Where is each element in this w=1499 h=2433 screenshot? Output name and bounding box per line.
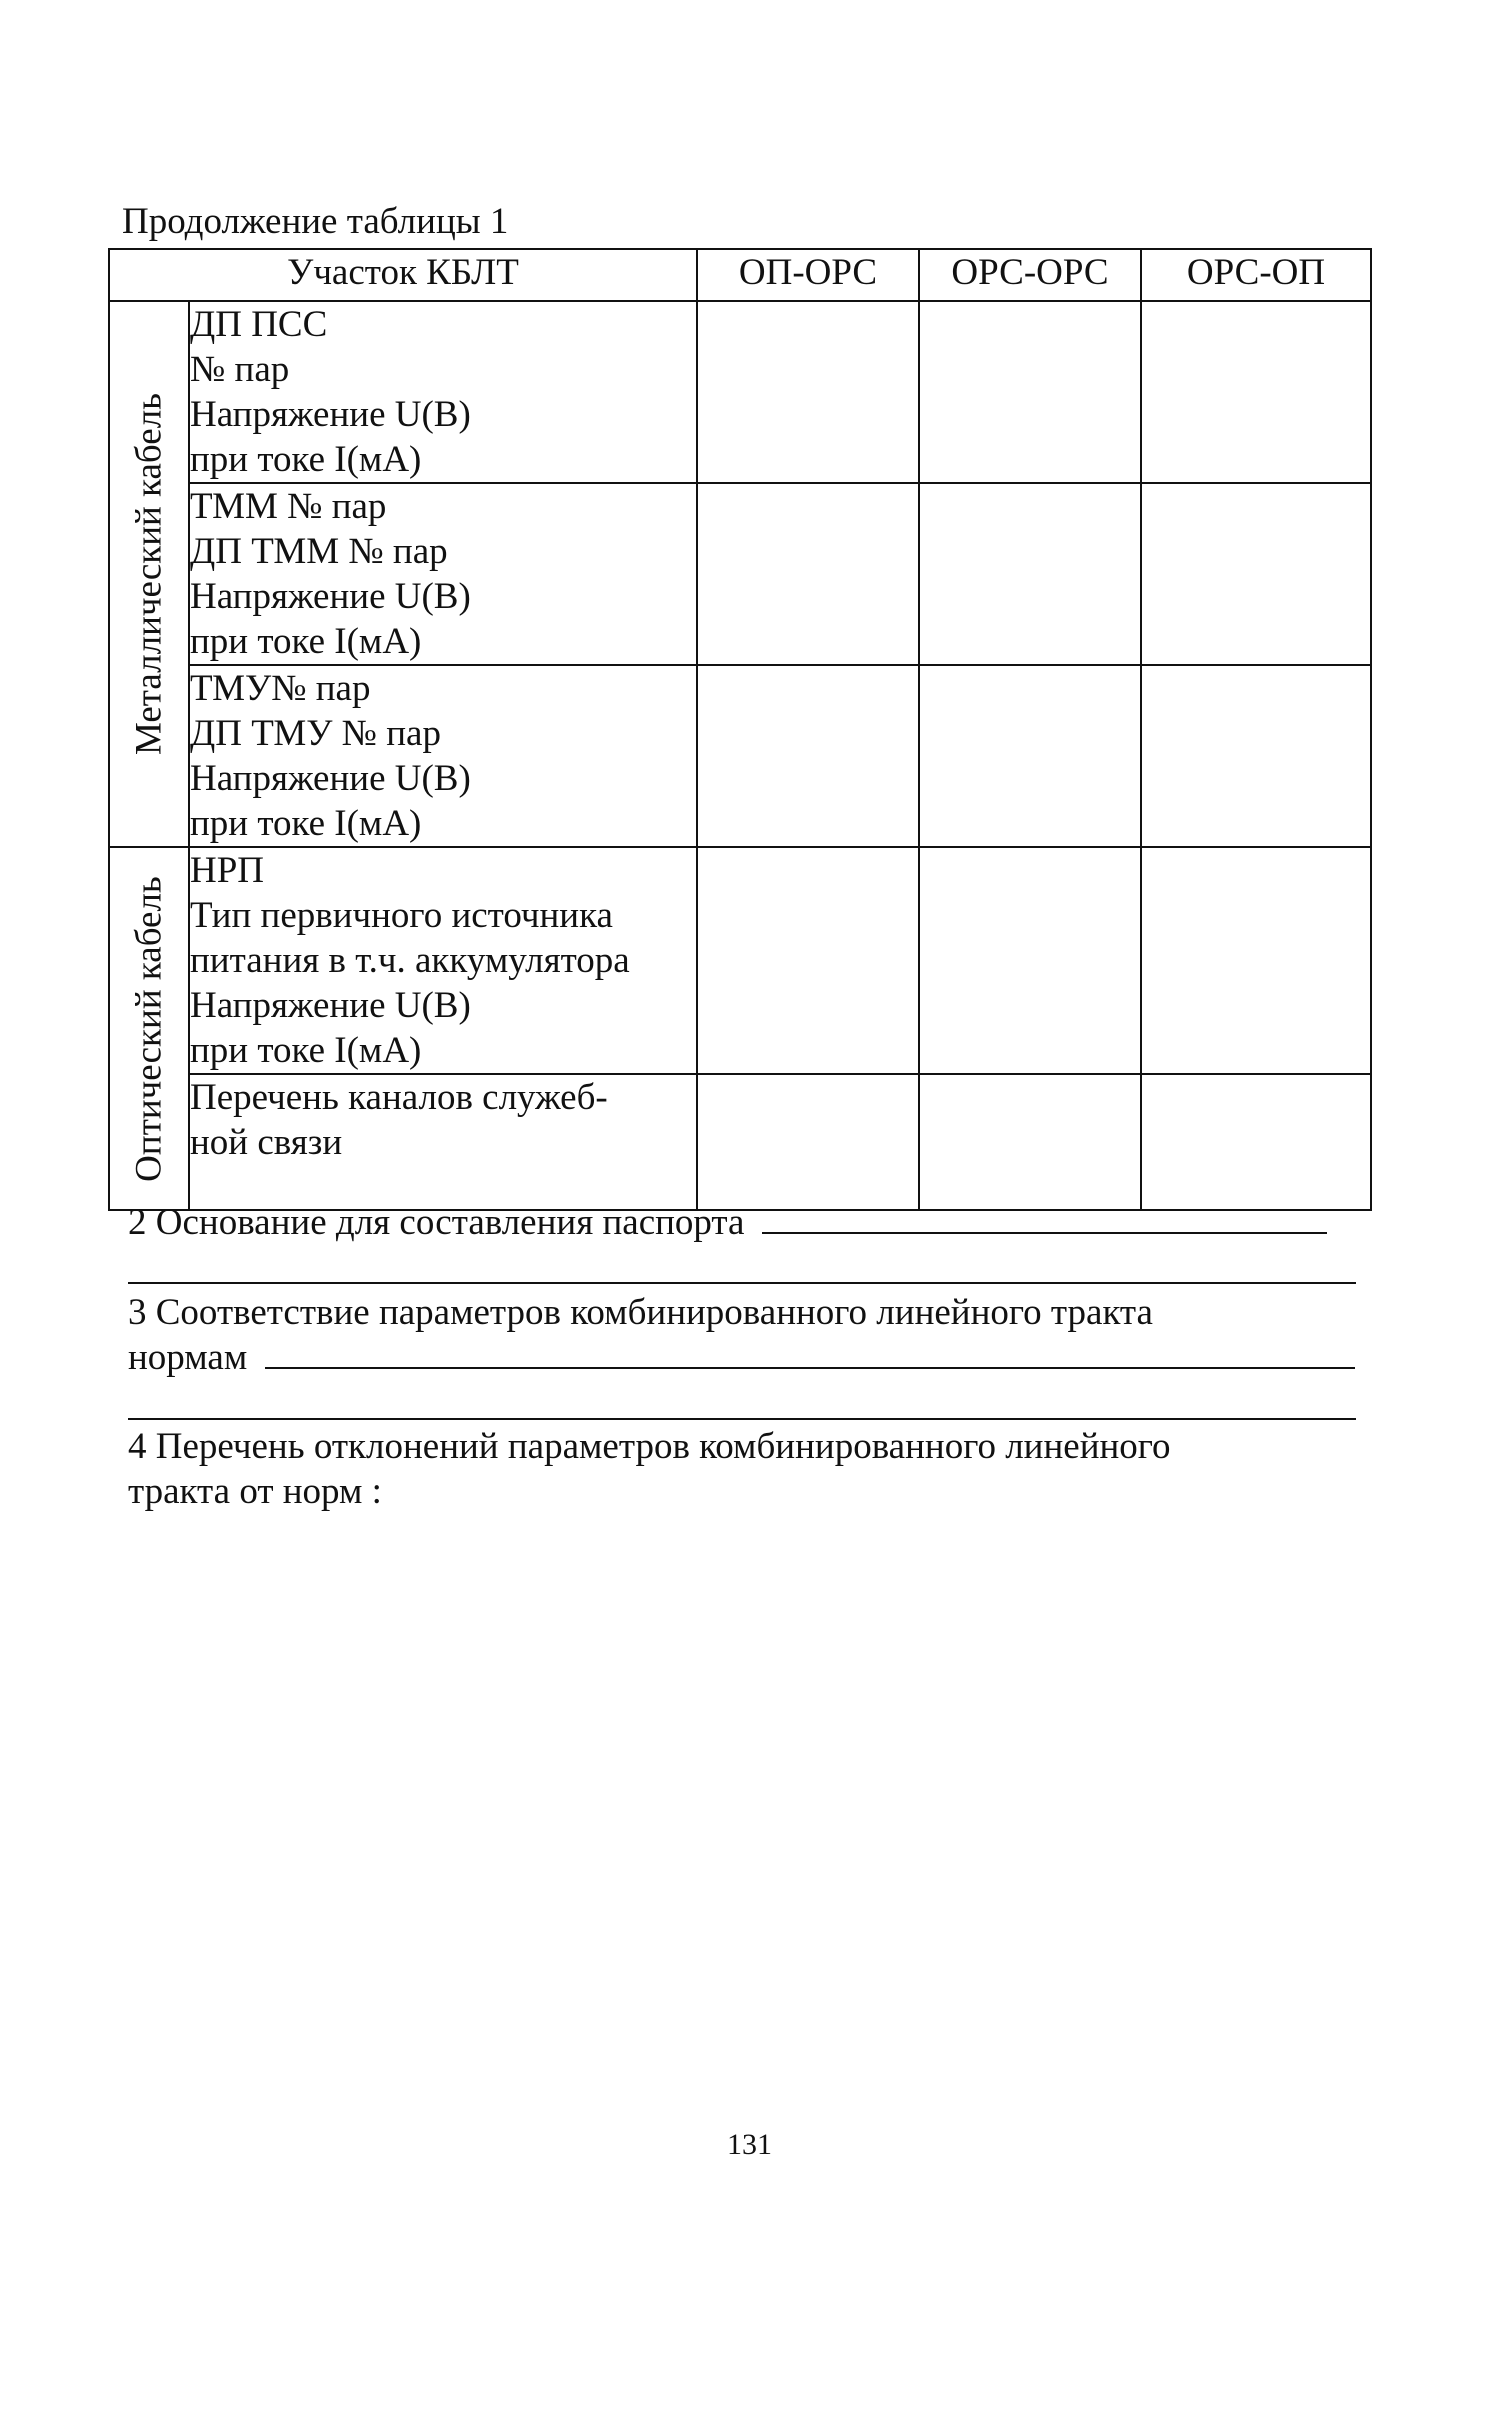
fill-line[interactable] bbox=[128, 1282, 1356, 1284]
table-row bbox=[109, 1074, 1371, 1210]
row-line: ТММ № пар bbox=[190, 486, 387, 527]
cell-empty bbox=[1141, 847, 1371, 1074]
group-label-optic bbox=[109, 847, 189, 1210]
row-label bbox=[189, 847, 697, 1074]
cell-empty bbox=[1141, 483, 1371, 665]
fill-blank[interactable] bbox=[762, 1202, 1327, 1234]
cell-empty bbox=[697, 301, 919, 483]
row-line: ДП ТМУ № пар bbox=[190, 713, 441, 754]
cell-empty bbox=[1141, 665, 1371, 847]
cell-empty bbox=[919, 665, 1141, 847]
group-label-metal bbox=[109, 301, 189, 847]
cell-empty bbox=[697, 1074, 919, 1210]
section-3 bbox=[128, 1290, 1358, 1380]
page-number: 131 bbox=[727, 2128, 772, 2161]
row-line: при токе I(мА) bbox=[190, 1030, 422, 1071]
row-line: Перечень каналов служеб- bbox=[190, 1077, 608, 1118]
header-col-op-ors: ОП-ОРС bbox=[697, 249, 919, 301]
cell-empty bbox=[919, 847, 1141, 1074]
cell-empty bbox=[697, 847, 919, 1074]
row-line: ТМУ№ пар bbox=[190, 668, 371, 709]
section-4 bbox=[128, 1424, 1358, 1514]
row-line: ной связи bbox=[190, 1122, 343, 1163]
row-line: Тип первичного источника bbox=[190, 895, 613, 936]
header-col-ors-ors: ОРС-ОРС bbox=[919, 249, 1141, 301]
row-label bbox=[189, 483, 697, 665]
row-line: № пар bbox=[190, 349, 290, 390]
row-line: Напряжение U(B) bbox=[190, 985, 471, 1026]
section-2 bbox=[128, 1200, 1358, 1245]
header-col-ors-op: ОРС-ОП bbox=[1141, 249, 1371, 301]
row-line: при токе I(мА) bbox=[190, 439, 422, 480]
header-section: Участок КБЛТ bbox=[109, 249, 697, 301]
section-4-line1: 4 Перечень отклонений параметров комбинированного линейного bbox=[128, 1426, 1171, 1467]
cell-empty bbox=[697, 483, 919, 665]
row-line: Напряжение U(B) bbox=[190, 394, 471, 435]
row-line: питания в т.ч. аккумулятора bbox=[190, 940, 630, 981]
section-2-text: 2 Основание для составления паспорта bbox=[128, 1202, 745, 1243]
table-row bbox=[109, 301, 1371, 483]
row-label bbox=[189, 1074, 697, 1210]
table-row bbox=[109, 847, 1371, 1074]
section-3-line2: нормам bbox=[128, 1337, 248, 1378]
group-label-text: Оптический кабель bbox=[128, 875, 170, 1182]
cell-empty bbox=[697, 665, 919, 847]
cell-empty bbox=[919, 483, 1141, 665]
row-line: ДП ТММ № пар bbox=[190, 531, 448, 572]
table-header-row bbox=[109, 249, 1371, 301]
row-label bbox=[189, 301, 697, 483]
table-row bbox=[109, 483, 1371, 665]
table-caption: Продолжение таблицы 1 bbox=[122, 201, 509, 242]
fill-line[interactable] bbox=[128, 1418, 1356, 1420]
row-line: при токе I(мА) bbox=[190, 621, 422, 662]
cell-empty bbox=[919, 301, 1141, 483]
passport-table bbox=[108, 248, 1372, 1211]
cell-empty bbox=[1141, 1074, 1371, 1210]
table-row bbox=[109, 665, 1371, 847]
fill-blank[interactable] bbox=[265, 1337, 1355, 1369]
row-label bbox=[189, 665, 697, 847]
cell-empty bbox=[919, 1074, 1141, 1210]
group-label-text: Металлический кабель bbox=[128, 392, 170, 756]
row-line: при токе I(мА) bbox=[190, 803, 422, 844]
section-4-line2: тракта от норм : bbox=[128, 1471, 382, 1512]
row-line: Напряжение U(B) bbox=[190, 576, 471, 617]
row-line: Напряжение U(B) bbox=[190, 758, 471, 799]
row-line: ДП ПСС bbox=[190, 304, 328, 345]
section-3-line1: 3 Соответствие параметров комбинированного линейного тракта bbox=[128, 1292, 1153, 1333]
row-line: НРП bbox=[190, 850, 265, 891]
cell-empty bbox=[1141, 301, 1371, 483]
